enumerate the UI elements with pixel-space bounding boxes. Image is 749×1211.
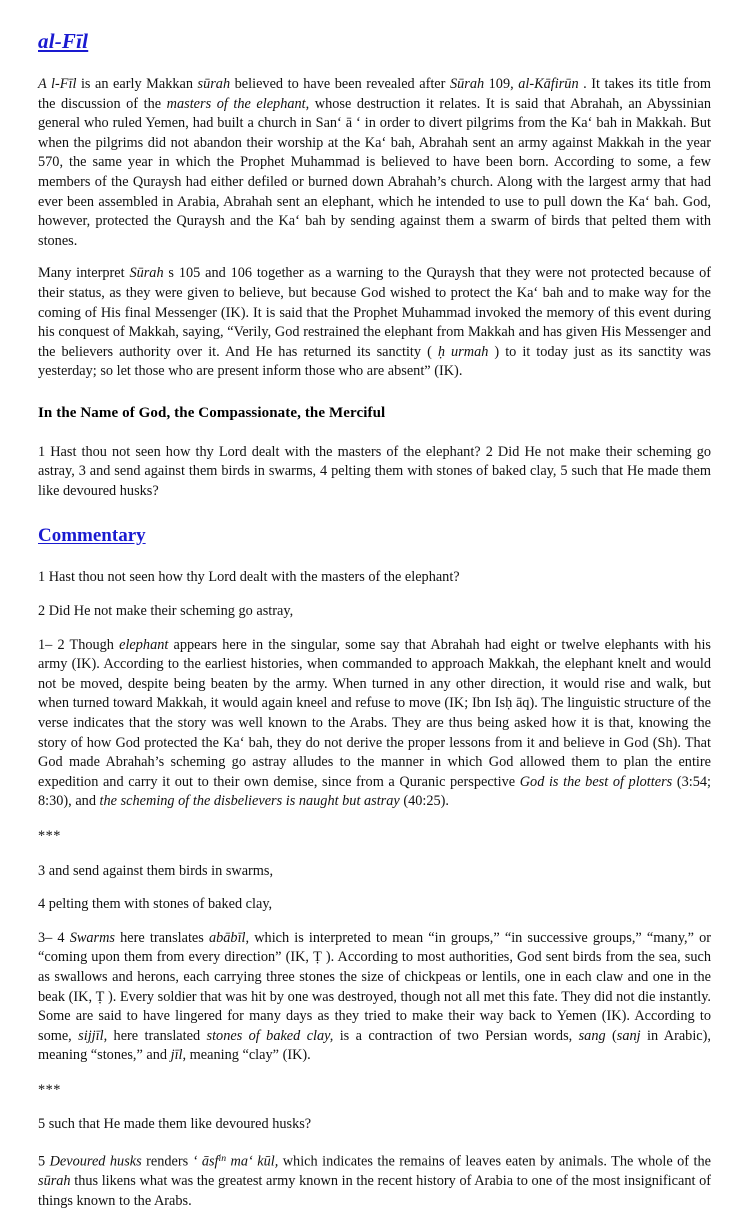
note-3-4-seg-d: abābīl, (208, 929, 250, 946)
intro-p1-seg-a: A l-Fīl (38, 76, 77, 93)
spacer-after-title (38, 53, 711, 75)
note-5-seg-h: thus likens what was the greatest army known in the recent history of Arabia to one of the most insignificant of things known to the Arabs. (38, 1173, 711, 1209)
surah-title-row (38, 30, 711, 53)
note-3-4-seg-k: ( (605, 1027, 617, 1044)
intro-p1-seg-e: Sūrah (449, 76, 485, 93)
note-3-4-seg-n: jīl, (170, 1047, 187, 1064)
note-3-4-seg-l: sanj (616, 1027, 641, 1044)
commentary-verse-4: 4 pelting them with stones of baked clay, (38, 896, 273, 913)
surah-verses-block: 1 Hast thou not seen how thy Lord dealt with the masters of the elephant? 2 Did He not make their scheming go astray, 3 and send against them birds in swarms, 4 pelting them with stones of baked clay, 5 such that He made them like devoured husks? (38, 443, 711, 499)
intro-p1-seg-d: believed to have been revealed after (230, 76, 450, 93)
commentary-verse-1: 1 Hast thou not seen how thy Lord dealt with the masters of the elephant? (38, 569, 460, 586)
intro-paragraph-1 (38, 75, 711, 251)
note-1-2-seg-c: appears here in the singular, some say that Abrahah had eight or twelve elephants with his army (IK). According to the earliest histories, when commanded to approach Makkah, the elephant knelt and would not be moved, despite being beaten by the army. When turned in any other direction, it would rise and walk, but when turned toward Makkah, it would again kneel and refuse to move (IK; Ibn Isḥ āq). The linguistic structure of the verse indicates that the story was well known to the Arabs. They are thus being asked how it is that, knowing the story of how God protected the Kaʻ bah, they do not derive the proper lessons from it and believe in God (Sh). That God made Abrahah’s scheming go astray alludes to the manner in which God allowed them to plan the entire expedition and carry it out to their own demise, since from a Quranic perspective (38, 636, 711, 790)
commentary-verse-5: 5 such that He made them like devoured husks? (38, 1116, 312, 1133)
section-separator-2: *** (38, 1081, 61, 1098)
note-1-2-ref: 1– 2 (38, 636, 65, 653)
note-3-4-seg-h: stones of baked clay, (206, 1027, 334, 1044)
intro-paragraph-2 (38, 264, 711, 382)
note-3-4-seg-f: sijjīl, (78, 1027, 108, 1044)
basmala-heading: In the Name of God, the Compassionate, the Merciful (38, 405, 386, 421)
note-5-superscript-in: in (218, 1153, 227, 1165)
intro-p1-seg-b: is an early Makkan (76, 76, 198, 93)
spacer-before-sep-1 (38, 812, 711, 827)
intro-p1-seg-g: al-Kāfirūn (518, 76, 579, 93)
note-3-4-seg-g: here translated (107, 1027, 207, 1044)
note-5-seg-e: maʻ kūl, (226, 1153, 279, 1170)
spacer-verse-4 (38, 915, 711, 929)
spacer-verse-1 (38, 588, 711, 602)
note-3-4-seg-c: here translates (115, 929, 209, 946)
spacer-after-sep-2 (38, 1100, 711, 1115)
spacer-after-commentary-heading (38, 546, 711, 568)
commentary-verse-2: 2 Did He not make their scheming go astray, (38, 603, 294, 620)
intro-p1-seg-f: 109, (484, 76, 519, 93)
commentary-note-3-4 (38, 929, 711, 1066)
spacer-before-commentary-heading (38, 502, 711, 526)
note-3-4-seg-e: which is interpreted to mean “in groups,” “in successive groups,” “many,” or “coming upon them from every direction” (IK, Ṭ ). According to most authorities, God sent birds from the sea, such as swallows and herons, each carrying three stones the size of chickpeas or lentils, one in each claw and one in the beak (IK, Ṭ ). Every soldier that was hit by one was destroyed, though not all met this fate. They did not die instantly. Some are said to have lingered for many days as they tried to make their way back to Yemen (IK). According to some, (38, 929, 711, 1044)
intro-p1-seg-i: masters of the elephant, (166, 95, 310, 112)
spacer-before-sep-2 (38, 1066, 711, 1081)
note-5-seg-g: sūrah (38, 1173, 71, 1190)
intro-p1-seg-j: whose destruction it relates. It is said that Abrahah, an Abyssinian general who ruled Yemen, had built a church in Sanʻ ā ʻ in order to divert pilgrims from the Kaʻ bah in Makkah. But when the pilgrims did not abandon their worship at the Kaʻ bah, Abrahah sent an army against Makkah in the year 570, the same year in which the Prophet Muhammad is believed to have been born. According to some, a few members of the Quraysh had either defiled or burned down Abrahah’s church. Along with the largest army that had ever been assembled in Arabia, Abrahah sent an elephant, which he intended to use to pull down the Kaʻ bah. God, however, protected the Quraysh and the Kaʻ bah by sending against them a swarm of birds that pelted them with stones. (38, 95, 711, 249)
note-1-2-seg-g: (40:25). (399, 793, 449, 810)
spacer-verse-3 (38, 881, 711, 895)
commentary-heading: Commentary (38, 524, 146, 546)
section-separator-1: *** (38, 827, 61, 844)
commentary-note-5 (38, 1149, 711, 1211)
note-1-2-seg-d: God is the best of plotters (519, 773, 673, 790)
spacer-after-basmala (38, 423, 711, 443)
commentary-note-1-2 (38, 636, 711, 812)
note-5-ref: 5 (38, 1153, 46, 1170)
spacer-verse-5 (38, 1135, 711, 1149)
spacer-between-intro-paras (38, 251, 711, 264)
intro-p2-seg-b: Sūrah (129, 265, 164, 282)
note-5-seg-b: Devoured husks (49, 1153, 142, 1170)
note-5-seg-f: which indicates the remains of leaves eaten by animals. The whole of the (278, 1153, 711, 1170)
page-title: al-Fīl (38, 29, 89, 53)
intro-p2-seg-a: Many interpret (38, 265, 130, 282)
commentary-heading-row (38, 526, 711, 547)
note-3-4-seg-o: meaning “clay” (IK). (186, 1047, 311, 1064)
note-1-2-seg-b: elephant (119, 636, 169, 653)
note-3-4-seg-i: is a contraction of two Persian words, (333, 1027, 579, 1044)
commentary-verse-3: 3 and send against them birds in swarms, (38, 862, 274, 879)
note-1-2-seg-e: (3:54; 8:30), and (38, 773, 711, 810)
intro-p1-seg-h: . It takes its title from the discussion of the (38, 76, 711, 112)
intro-p2-seg-d: ḥ urmah (437, 343, 489, 360)
note-1-2-seg-a: Though (64, 636, 120, 653)
spacer-verse-2 (38, 622, 711, 636)
page-content (38, 30, 711, 1211)
note-5-seg-d: ʻ āsf (192, 1153, 219, 1170)
intro-p1-seg-c: sūrah (197, 76, 231, 93)
note-3-4-ref: 3– 4 (38, 929, 65, 946)
intro-p2-seg-c: s 105 and 106 together as a warning to the Quraysh that they were not protected because of their status, as they were given to believe, but because God wished to protect the Kaʻ bah and to make way for the coming of His final Messenger (IK). It is said that the Prophet Muhammad invoked the memory of this event during his conquest of Makkah, saying, “Verily, God restrained the elephant from Makkah and has given His Messenger and the believers authority over it. And He has returned its sanctity ( (38, 265, 711, 360)
spacer-after-sep-1 (38, 847, 711, 862)
note-5-seg-c: renders (141, 1153, 193, 1170)
note-3-4-seg-j: sang (578, 1027, 606, 1044)
intro-p2-seg-e: ) to it today just as its sanctity was yesterday; so let those who are present inform those who are absent” (IK). (38, 343, 711, 380)
note-3-4-seg-m: in Arabic), meaning “stones,” and (38, 1027, 711, 1064)
note-1-2-seg-f: the scheming of the disbelievers is naught but astray (99, 793, 400, 810)
note-3-4-seg-b: Swarms (69, 929, 115, 946)
spacer-before-basmala (38, 382, 711, 404)
